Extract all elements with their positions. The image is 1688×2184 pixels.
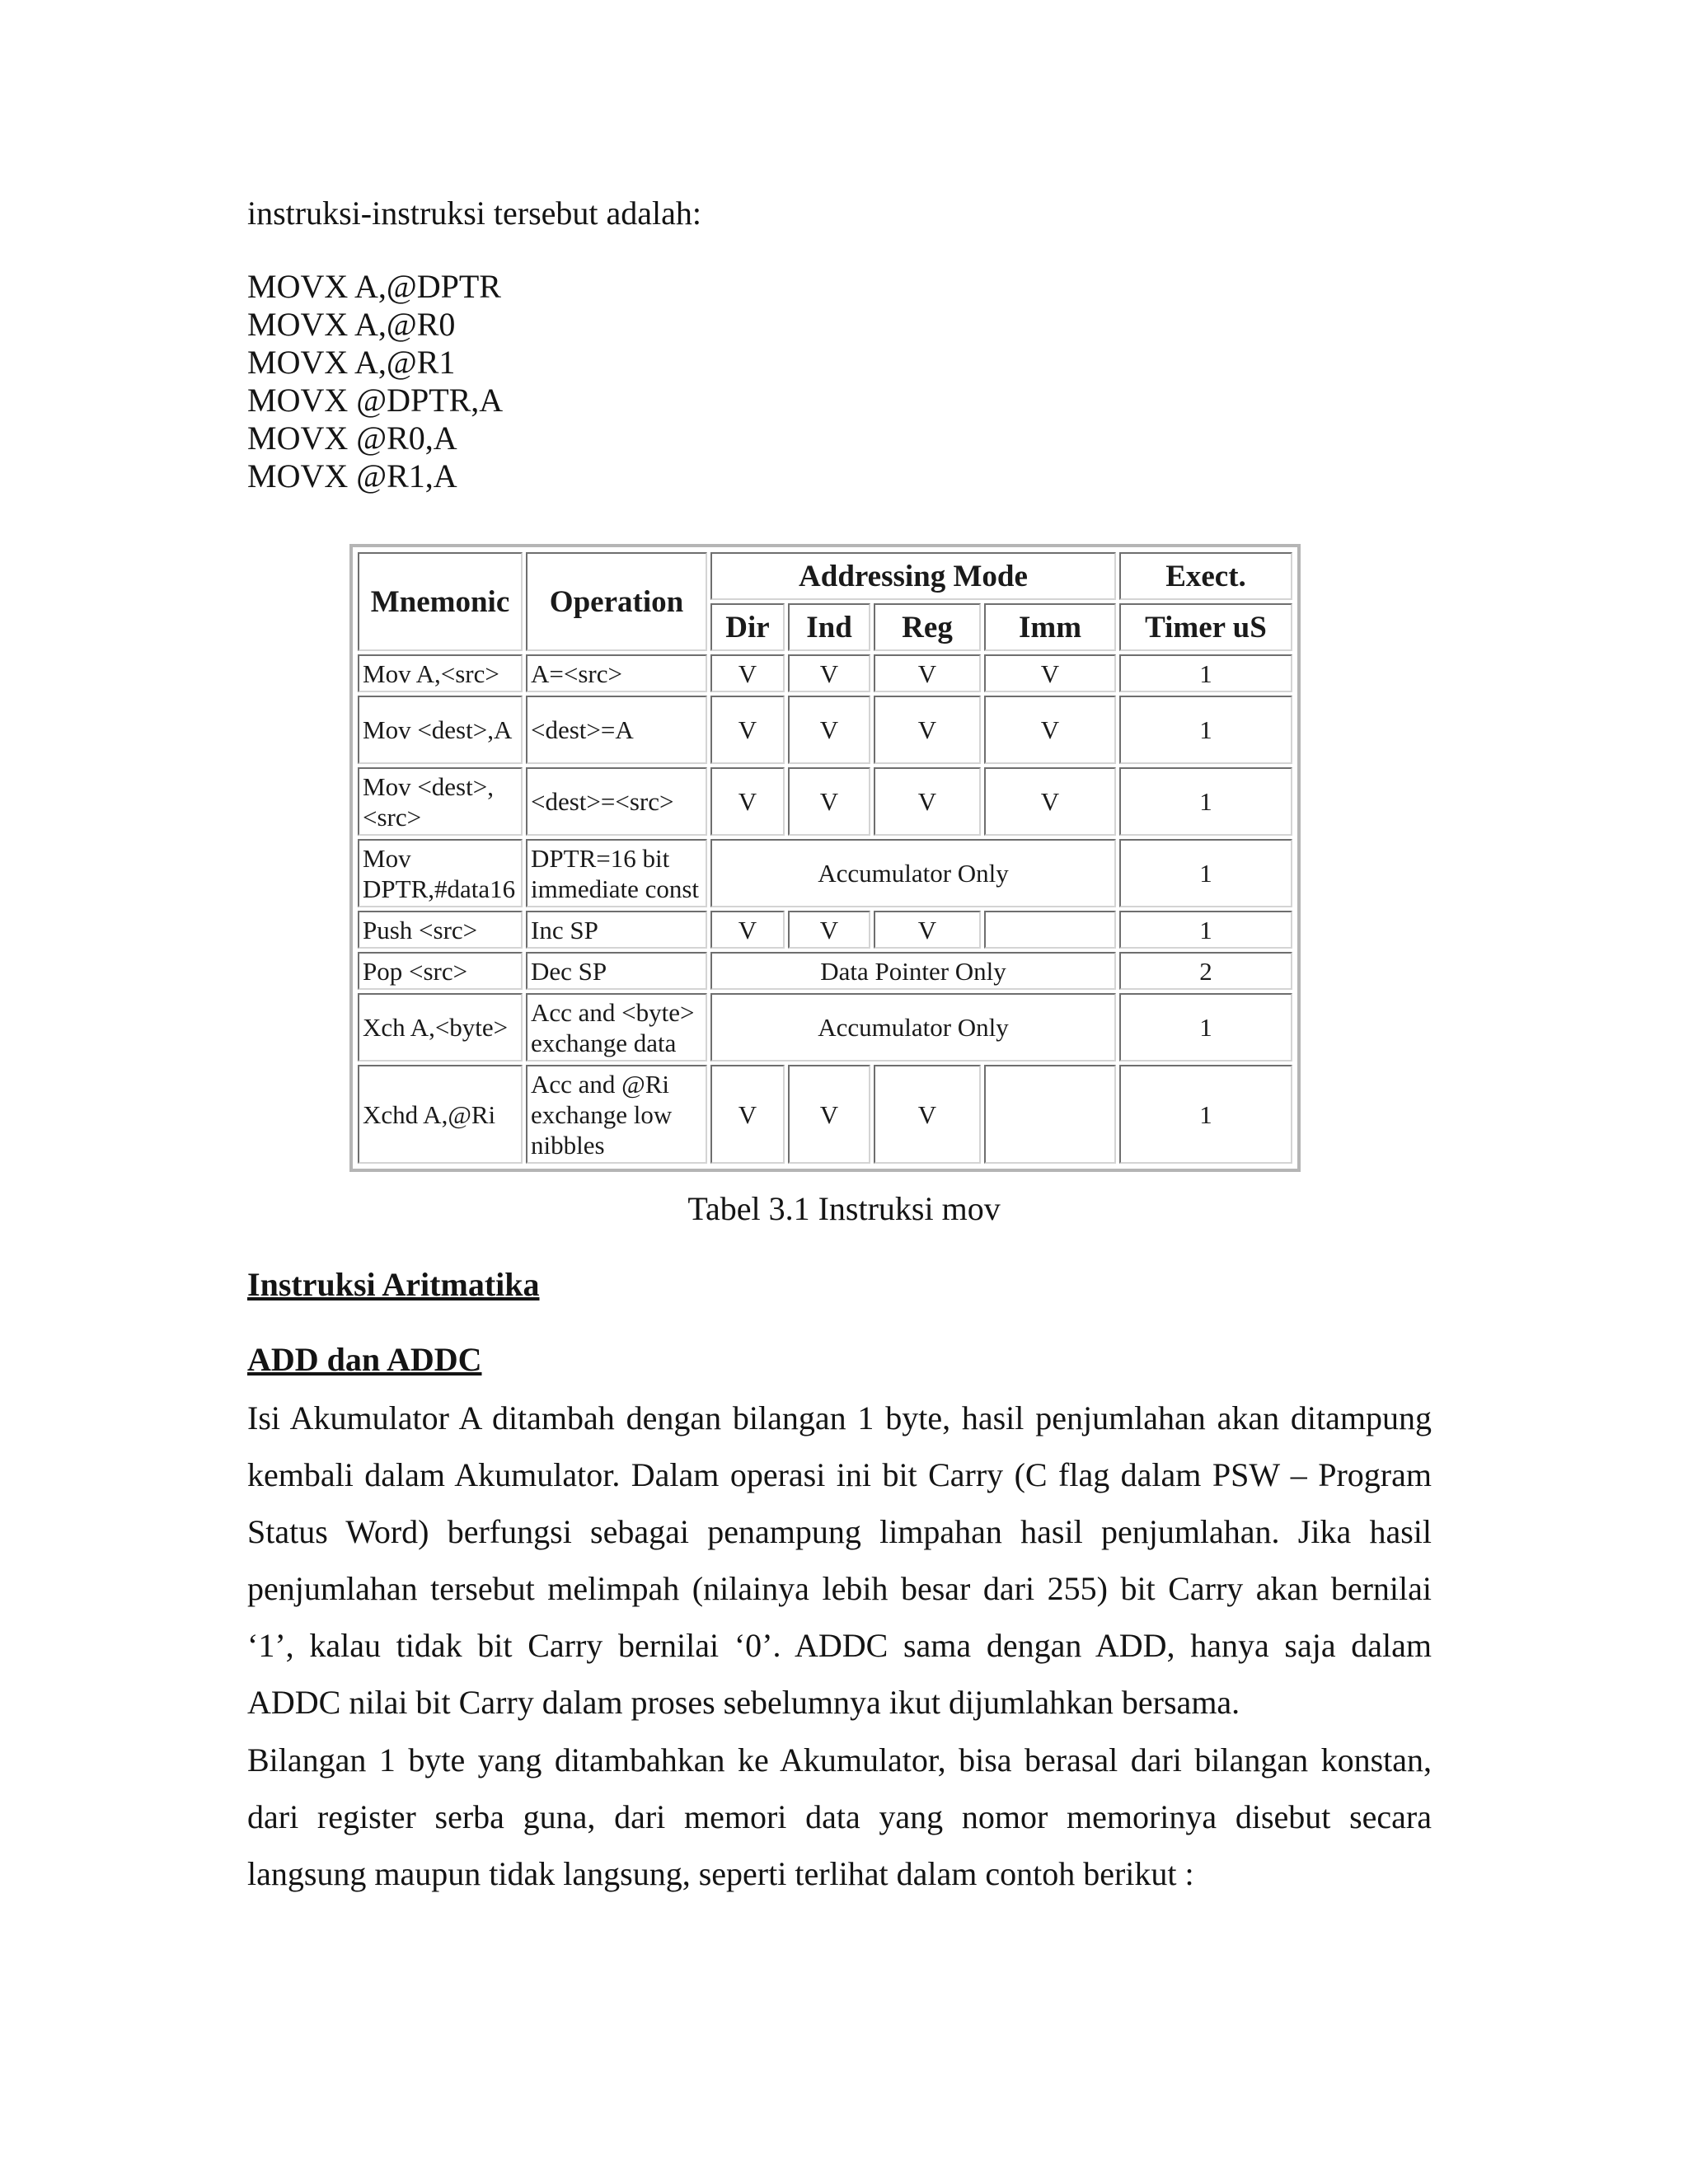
header-addressing-mode: Addressing Mode [710, 552, 1116, 600]
header-mnemonic: Mnemonic [358, 552, 523, 651]
cell-time: 1 [1119, 993, 1292, 1062]
cell-reg: V [874, 1065, 981, 1164]
cell-time: 1 [1119, 654, 1292, 692]
header-operation: Operation [526, 552, 707, 651]
cell-operation: <dest>=<src> [526, 767, 707, 836]
cell-ind: V [788, 767, 870, 836]
cell-operation: Dec SP [526, 952, 707, 990]
cell-dir: V [710, 1065, 785, 1164]
code-line: MOVX @R0,A [247, 419, 457, 457]
table-row [358, 839, 1292, 907]
cell-addressing-note: Accumulator Only [710, 839, 1116, 907]
cell-time: 1 [1119, 839, 1292, 907]
cell-dir: V [710, 911, 785, 949]
header-timer: Timer uS [1119, 603, 1292, 651]
cell-mnemonic: Mov <dest>, <src> [358, 767, 523, 836]
table-row [358, 696, 1292, 764]
table-row [358, 911, 1292, 949]
cell-reg: V [874, 696, 981, 764]
cell-time: 1 [1119, 696, 1292, 764]
code-line: MOVX @R1,A [247, 457, 457, 494]
cell-reg: V [874, 767, 981, 836]
table-row [358, 654, 1292, 692]
cell-operation: Inc SP [526, 911, 707, 949]
cell-imm [984, 911, 1116, 949]
cell-ind: V [788, 654, 870, 692]
intro-text: instruksi-instruksi tersebut adalah: [247, 194, 702, 232]
cell-mnemonic: Mov <dest>,A [358, 696, 523, 764]
table [354, 549, 1296, 1167]
cell-operation: Acc and @Ri exchange low nibbles [526, 1065, 707, 1164]
cell-reg: V [874, 654, 981, 692]
cell-ind: V [788, 696, 870, 764]
cell-imm: V [984, 696, 1116, 764]
cell-time: 1 [1119, 911, 1292, 949]
header-dir: Dir [710, 603, 785, 651]
code-line: MOVX A,@DPTR [247, 268, 501, 305]
section-heading-add-addc: ADD dan ADDC [247, 1341, 482, 1378]
code-line: MOVX @DPTR,A [247, 382, 504, 419]
table-row [358, 952, 1292, 990]
cell-imm [984, 1065, 1116, 1164]
cell-imm: V [984, 767, 1116, 836]
cell-dir: V [710, 696, 785, 764]
mov-instruction-table [349, 544, 1301, 1172]
code-block [247, 268, 503, 495]
cell-mnemonic: Mov DPTR,#data16 [358, 839, 523, 907]
paragraph-byte-source: Bilangan 1 byte yang ditambahkan ke Akumulator, bisa berasal dari bilangan konstan, dari register serba guna, dari memori data yang nomor memorinya disebut secara langsung maupun tidak langsung, seperti terlihat dalam contoh berikut : [247, 1741, 1432, 1892]
cell-mnemonic: Xchd A,@Ri [358, 1065, 523, 1164]
cell-mnemonic: Push <src> [358, 911, 523, 949]
cell-operation: A=<src> [526, 654, 707, 692]
table-caption: Tabel 3.1 Instruksi mov [687, 1190, 1001, 1227]
cell-operation: Acc and <byte> exchange data [526, 993, 707, 1062]
cell-addressing-note: Data Pointer Only [710, 952, 1116, 990]
cell-ind: V [788, 911, 870, 949]
table-row [358, 767, 1292, 836]
cell-imm: V [984, 654, 1116, 692]
cell-ind: V [788, 1065, 870, 1164]
paragraph-add-description: Isi Akumulator A ditambah dengan bilangan 1 byte, hasil penjumlahan akan ditampung kembali dalam Akumulator. Dalam operasi ini bit Carry (C flag dalam PSW – Program Status Word) berfungsi sebagai penampung limpahan hasil penjumlahan. Jika hasil penjumlahan tersebut melimpah (nilainya lebih besar dari 255) bit Carry akan bernilai ‘1’, kalau tidak bit Carry bernilai ‘0’. ADDC sama dengan ADD, hanya saja dalam ADDC nilai bit Carry dalam proses sebelumnya ikut dijumlahkan bersama. [247, 1399, 1432, 1721]
cell-time: 1 [1119, 767, 1292, 836]
code-line: MOVX A,@R1 [247, 344, 456, 381]
cell-mnemonic: Xch A,<byte> [358, 993, 523, 1062]
cell-dir: V [710, 654, 785, 692]
table-row [358, 1065, 1292, 1164]
header-imm: Imm [984, 603, 1116, 651]
cell-operation: <dest>=A [526, 696, 707, 764]
cell-reg: V [874, 911, 981, 949]
cell-operation: DPTR=16 bit immediate const [526, 839, 707, 907]
code-line: MOVX A,@R0 [247, 306, 456, 343]
cell-mnemonic: Pop <src> [358, 952, 523, 990]
cell-addressing-note: Accumulator Only [710, 993, 1116, 1062]
header-ind: Ind [788, 603, 870, 651]
cell-time: 1 [1119, 1065, 1292, 1164]
section-heading-aritmatika: Instruksi Aritmatika [247, 1266, 540, 1303]
cell-mnemonic: Mov A,<src> [358, 654, 523, 692]
header-exect: Exect. [1119, 552, 1292, 600]
cell-dir: V [710, 767, 785, 836]
table-row [358, 993, 1292, 1062]
header-reg: Reg [874, 603, 981, 651]
cell-time: 2 [1119, 952, 1292, 990]
